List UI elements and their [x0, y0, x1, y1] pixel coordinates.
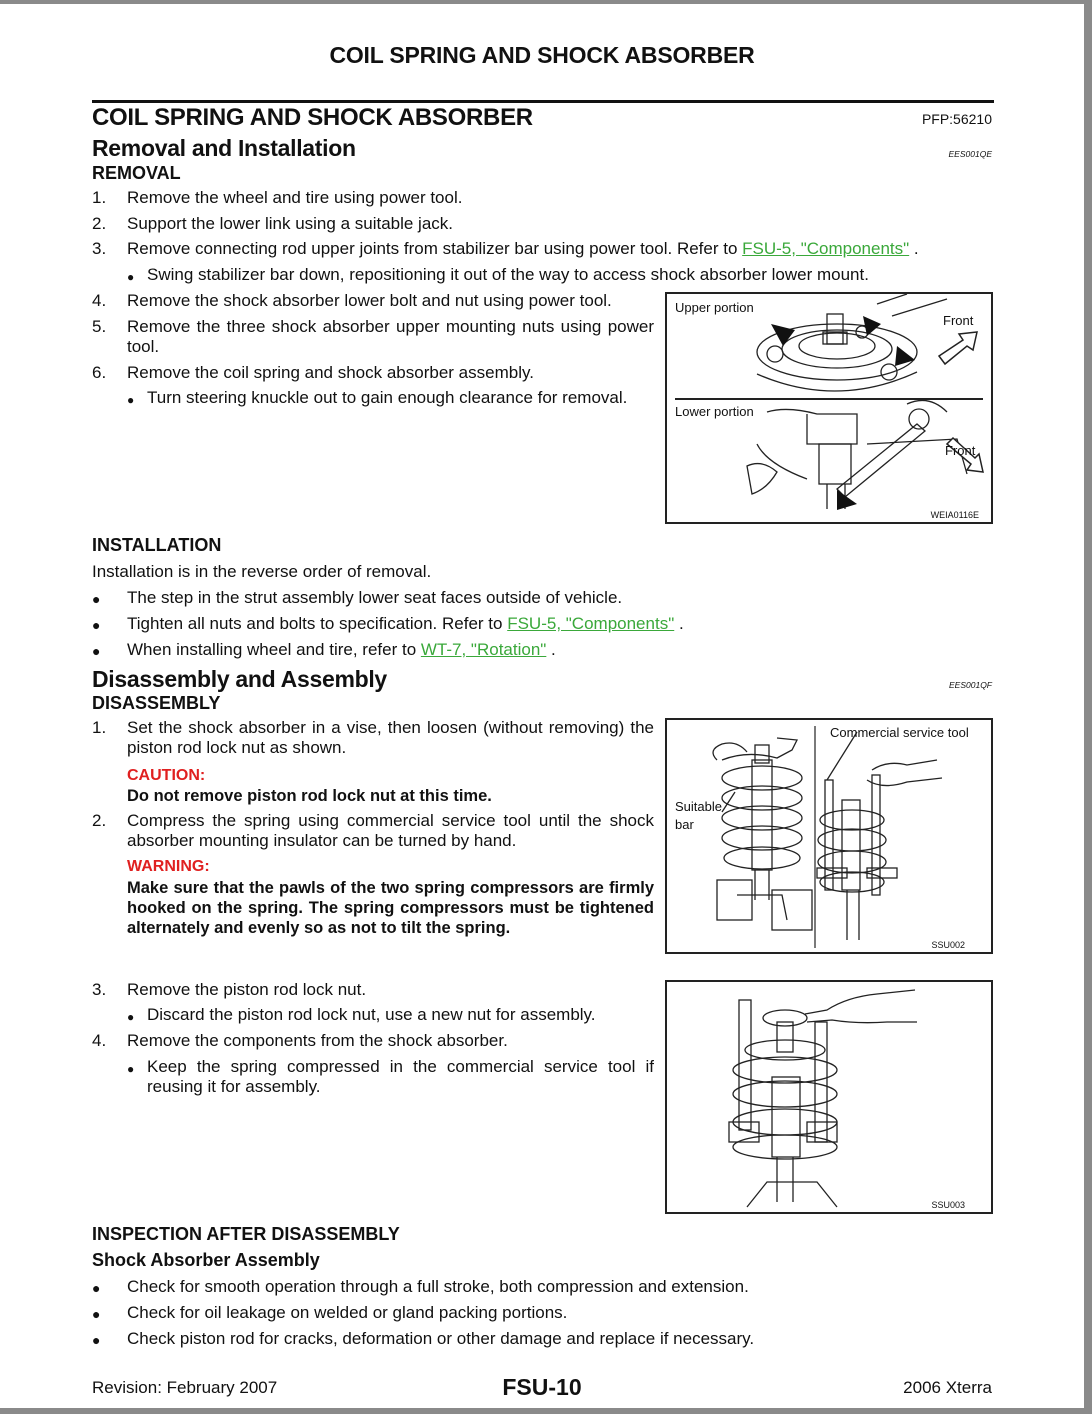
upper-portion-label: Upper portion [675, 300, 754, 315]
installation-bullet-2 [127, 614, 684, 634]
footer-revision: Revision: February 2007 [92, 1378, 278, 1397]
spring-compressor-illustration [667, 720, 991, 952]
removal-installation-title: Removal and Installation [92, 135, 356, 161]
bullet-icon: ● [92, 1280, 101, 1296]
inspection-bullet-3: Check piston rod for cracks, deformation or other damage and replace if necessary. [127, 1329, 755, 1348]
removal-step-3-bullet: Swing stabilizer bar down, repositioning it out of the way to access shock absorber lower mount. [147, 265, 869, 284]
bullet-icon: ● [92, 643, 101, 659]
step-number: 3. [92, 980, 107, 999]
disassembly-step-3: Remove the piston rod lock nut. [127, 980, 367, 999]
step-number: 2. [92, 811, 107, 830]
removal-step-3 [127, 239, 919, 259]
link-wt7-rotation[interactable]: WT-7, "Rotation" [420, 640, 547, 659]
installation-bullet-3 [127, 640, 556, 660]
bullet-icon: ● [92, 591, 101, 607]
footer-page-number: FSU-10 [502, 1374, 582, 1400]
disassembly-step-1: Set the shock absorber in a vise, then loosen (without removing) the piston rod lock nut as shown. [127, 718, 654, 757]
step-number: 3. [92, 239, 107, 258]
front-label: Front [945, 443, 976, 458]
step-number: 1. [92, 188, 107, 207]
front-label: Front [943, 313, 974, 328]
punctuation: . [909, 239, 919, 258]
bullet-icon: ● [127, 393, 135, 407]
inspection-bullet-2: Check for oil leakage on welded or gland packing portions. [127, 1303, 568, 1322]
disassembly-assembly-title: Disassembly and Assembly [92, 666, 387, 692]
lock-nut-removal-illustration [667, 982, 991, 1212]
running-header: COIL SPRING AND SHOCK ABSORBER [329, 42, 755, 68]
installation-bullet-1: The step in the strut assembly lower seat faces outside of vehicle. [127, 588, 623, 607]
footer-model: 2006 Xterra [903, 1378, 992, 1397]
bullet-icon: ● [92, 1306, 101, 1322]
punctuation: . [674, 614, 684, 633]
removal-installation-code: EES001QE [948, 149, 992, 159]
figure-code: SSU003 [931, 1200, 965, 1210]
disassembly-step-2: Compress the spring using commercial service tool until the shock absorber mounting insulator can be turned by hand. [127, 811, 654, 850]
disassembly-step-4: Remove the components from the shock absorber. [127, 1031, 508, 1050]
step-number: 6. [92, 363, 107, 382]
commercial-service-tool-label: Commercial service tool [830, 725, 969, 740]
installation-heading: INSTALLATION [92, 535, 222, 555]
step-number: 4. [92, 291, 107, 310]
caution-text: Do not remove piston rod lock nut at this time. [127, 787, 492, 805]
bullet-icon: ● [127, 270, 135, 284]
removal-step-2: Support the lower link using a suitable jack. [127, 214, 454, 233]
section-title: COIL SPRING AND SHOCK ABSORBER [92, 104, 533, 131]
bullet-text: Tighten all nuts and bolts to specification. Refer to [127, 614, 508, 633]
caution-label: CAUTION: [127, 767, 206, 784]
pfp-code: PFP:56210 [921, 111, 992, 127]
step-number: 4. [92, 1031, 107, 1050]
removal-step-1: Remove the wheel and tire using power tool. [127, 188, 463, 207]
suitable-bar-label: Suitable bar [675, 799, 722, 832]
removal-step-4: Remove the shock absorber lower bolt and nut using power tool. [127, 291, 612, 310]
link-fsu5-components[interactable]: FSU-5, "Components" [507, 614, 675, 633]
disassembly-assembly-code: EES001QF [949, 680, 992, 690]
lower-portion-label: Lower portion [675, 404, 754, 419]
manual-page [0, 4, 1084, 1408]
figure-upper-lower-portion [665, 292, 993, 524]
figure-code: WEIA0116E [930, 510, 979, 520]
removal-step-6: Remove the coil spring and shock absorber assembly. [127, 363, 534, 382]
step-number: 1. [92, 718, 107, 737]
step-number: 2. [92, 214, 107, 233]
bullet-icon: ● [127, 1010, 135, 1024]
bullet-icon: ● [92, 1332, 101, 1348]
bullet-text: When installing wheel and tire, refer to [127, 640, 421, 659]
figure-lock-nut-removal [665, 980, 993, 1214]
bullet-icon: ● [127, 1062, 135, 1076]
figure-spring-compress [665, 718, 993, 954]
inspection-bullet-1: Check for smooth operation through a full stroke, both compression and extension. [127, 1277, 749, 1296]
section-rule [92, 100, 994, 103]
punctuation: . [546, 640, 556, 659]
step-number: 5. [92, 317, 107, 336]
figure-code: SSU002 [931, 940, 965, 950]
installation-intro: Installation is in the reverse order of removal. [92, 562, 432, 581]
removal-step-6-bullet: Turn steering knuckle out to gain enough clearance for removal. [147, 388, 628, 407]
removal-step-5: Remove the three shock absorber upper mounting nuts using power tool. [127, 317, 654, 356]
removal-heading: REMOVAL [92, 163, 181, 183]
disassembly-step-3-bullet: Discard the piston rod lock nut, use a new nut for assembly. [147, 1005, 596, 1024]
inspection-heading: INSPECTION AFTER DISASSEMBLY [92, 1224, 400, 1244]
disassembly-heading: DISASSEMBLY [92, 693, 221, 713]
warning-text: Make sure that the pawls of the two spring compressors are firmly hooked on the spring. The spring compressors must be tightened alternately and evenly so as not to tilt the spring. [127, 879, 654, 937]
link-fsu5-components[interactable]: FSU-5, "Components" [742, 239, 910, 258]
shock-absorber-assembly-subheading: Shock Absorber Assembly [92, 1250, 320, 1270]
disassembly-step-4-bullet: Keep the spring compressed in the commercial service tool if reusing it for assembly. [147, 1057, 654, 1096]
warning-label: WARNING: [127, 858, 210, 875]
bullet-icon: ● [92, 617, 101, 633]
step-text: Remove connecting rod upper joints from stabilizer bar using power tool. Refer to [127, 239, 743, 258]
